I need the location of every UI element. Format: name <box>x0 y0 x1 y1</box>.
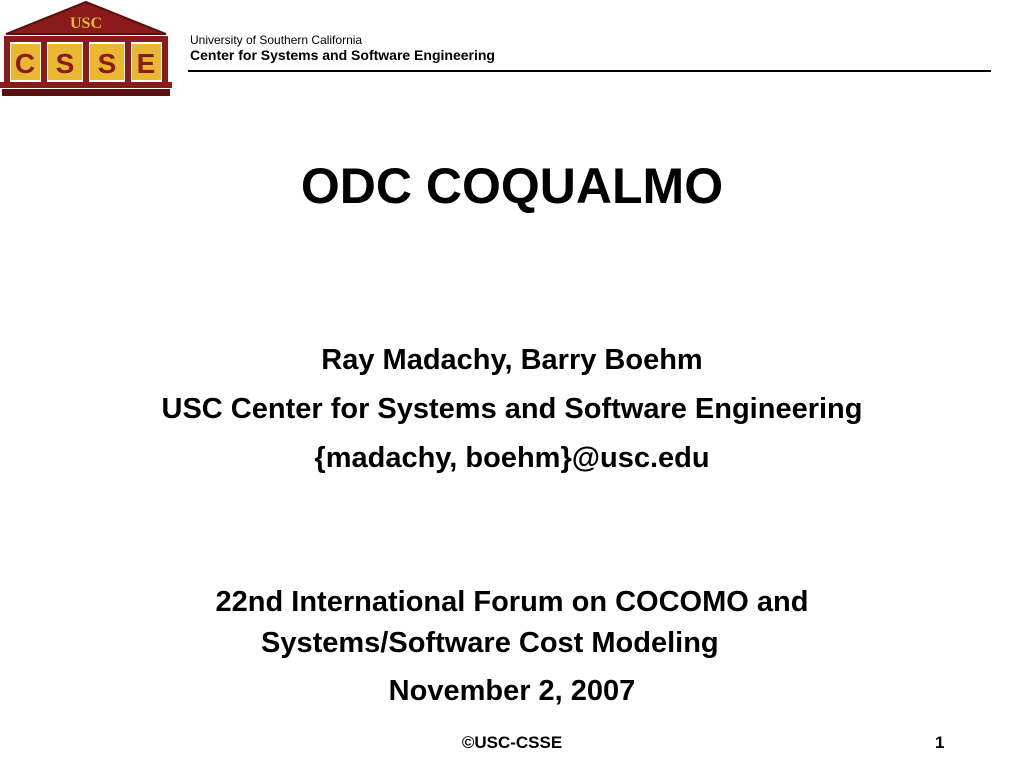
authors-block <box>0 336 1024 483</box>
event-date: November 2, 2007 <box>388 675 636 707</box>
logo-letter-s1: S <box>55 48 75 79</box>
header-university: University of Southern California <box>190 33 363 47</box>
header-divider <box>188 70 991 72</box>
event-block <box>0 582 1024 712</box>
event-name-line1: 22nd International Forum on COCOMO and <box>215 586 809 618</box>
header-text <box>190 34 495 64</box>
footer-page-number: 1 <box>935 733 945 752</box>
usc-csse-logo <box>0 0 172 98</box>
logo-letter-c: C <box>14 48 36 79</box>
author-names: Ray Madachy, Barry Boehm <box>321 344 703 376</box>
logo-top-text: USC <box>69 15 103 32</box>
header-center-name: Center for Systems and Software Engineering <box>190 47 495 64</box>
author-email: {madachy, boehm}@usc.edu <box>314 442 710 474</box>
author-affiliation: USC Center for Systems and Software Engineering <box>161 393 863 425</box>
logo-letter-e: E <box>136 48 156 79</box>
footer-copyright: ©USC-CSSE <box>461 733 563 752</box>
slide-title: ODC COQUALMO <box>300 158 724 214</box>
event-name-line2: Systems/Software Cost Modeling <box>261 627 719 659</box>
logo-letter-s2: S <box>97 48 117 79</box>
